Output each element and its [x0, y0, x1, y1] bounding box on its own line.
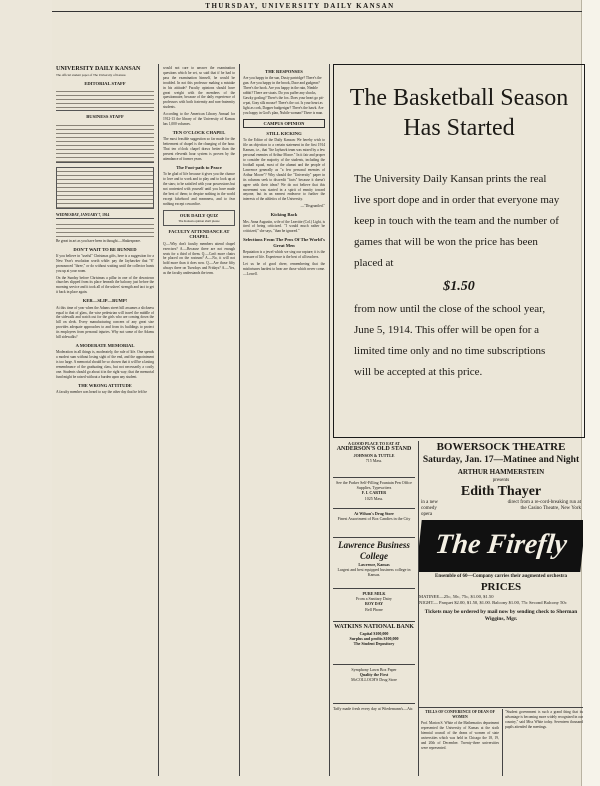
- theatre-ad: [419, 441, 583, 703]
- footpath-heading: The Foot-path to Peace: [176, 164, 222, 170]
- business-college-city: Lawrence, Kansas: [358, 562, 390, 567]
- masthead: THURSDAY, UNIVERSITY DAILY KANSAN: [205, 2, 395, 10]
- responses-heading: THE RESPONSES: [265, 69, 303, 74]
- theatre-star: Edith Thayer: [460, 484, 542, 499]
- responses-poem: Are you happy in the sun, Dusty partridge? There's the gun. Are you happy in the brook, Dace and gudgeon? There's the hook. Are you happy in the rain, Nimble rabbit? There are stoats. Do you puffer any shocks, Gawky gosling? There's the fox. Does your heart go pit-a-pat, Gray silk mouse? There's the cat. Is your heart as light as cork, Dapper budgerigar? There's the hawk. Are you happy in God's plan, Nubile woman? There is man.: [243, 76, 324, 115]
- kicking-back-text: Mrs. Anna Augustin, wife of the Leavitte (Col.) Light, is tired of being criticized. "I would much rather be criticized," she says, "than be ignored.": [243, 219, 325, 234]
- paper-ad: [333, 667, 415, 704]
- bank-ad: [333, 624, 415, 665]
- bank-surplus: Surplus and profits $100,000: [349, 636, 399, 642]
- moderate-memorial-text: Moderation in all things is, moderately, the rule of life. One spends a modest sum without losing sight of the end, and the appointment is too large. A memorial should be so chosen that it will be a lasting remembrance of the graduating class, but not necessarily a costly one. Students should go about it in the right way; that the memorial fund might be raised without a burden upon any student.: [56, 350, 154, 379]
- theatre-direct: direct from a re-cord-breaking run at the Casino Theatre, New York: [507, 500, 581, 511]
- place-to-eat-line-3: JOHNSON & TUTTLE: [353, 453, 395, 459]
- theatre-matinee-prices: MATINEE—25c, 50c, 75c, $1.00, $1.50: [419, 594, 494, 599]
- dont-be-bunned-text: If you believe in "useful" Christmas gifts, here is a suggestion for a New Year's resolution worth while: pay the Jayhawker that "6" pronounced "three," or do without waiting until the collector hunts you up at your room.: [56, 253, 154, 273]
- campus-opinion-heading: CAMPUS OPINION: [263, 120, 305, 126]
- page-left-margin: [0, 0, 52, 786]
- column-3: [243, 66, 325, 778]
- milk-line-1: PURE MILK: [362, 591, 386, 596]
- selections-heading: Selections From The Pros Of The World's Great Men: [243, 237, 325, 248]
- moderate-memorial-heading: A MODERATE MEMORIAL: [75, 342, 135, 348]
- column-divider: [329, 64, 330, 776]
- theatre-date: Saturday, Jan. 17—Matinee and Night: [422, 455, 580, 465]
- bank-capital: Capital $100,000: [359, 631, 389, 636]
- professor-text: would not care to answer the examination questions which he set, so said that if he had to pass the examination himself, he would be troubled. In not this professor making a mistake in his attitude? Faculty opinions should have great weight with the members of the questionnaire, because of the daily experience of professors with both fraternity and non-fraternity students.: [163, 66, 235, 110]
- place-to-eat-ad: [333, 441, 415, 478]
- basketball-price: $1.50: [443, 279, 475, 294]
- daily-quiz-subtitle: The Kansan opinion shall please: [178, 218, 220, 223]
- dont-be-bunned-heading: DON'T WAIT TO BE BUNNED: [73, 246, 137, 252]
- library-text: According to the American Library Annual for 1912-13 the library of the University of Kansas has 1,000 volumes.: [163, 112, 235, 126]
- dean-conference-text: Prof. Marion S. White of the Mathematics department represented the University of Kansas at the sixth biennial council of the deans of women of state universities which was held in Chicago the 18, 19, and 20th of December. Twenty-three universities were represented.: [421, 721, 499, 750]
- daily-quiz-heading: OUR DAILY QUIZ: [179, 212, 219, 218]
- basketball-body-after: from now until the close of the school year, June 5, 1914. This offer will be open for a limited time only and no time subscriptions will be accepted at this price.: [354, 303, 546, 378]
- sunday-text: On the Sunday before Christmas a pillar in one of the downtown churches slipped from its place beneath the balcony just before the morning service and it took all of the ushers' strength and tact to get it back in place again.: [56, 275, 154, 295]
- drug-store-line-2: Finest Assortment of Box Candies in the City: [337, 516, 411, 522]
- basketball-title-line-1: The Basketball Season: [349, 85, 569, 111]
- paper-ad-line-2: Quality the First: [359, 672, 389, 678]
- selections-text: Reputation is a jewel which we sing our rapture; it is the treasure of life. Experience is the best of all teachers.: [243, 250, 325, 259]
- paper-ad-line-3: McCOLLOCH'S Drug Store: [351, 677, 397, 683]
- paper-name: UNIVERSITY DAILY KANSAN: [56, 66, 141, 72]
- show-title-logo: The Firefly: [419, 520, 583, 572]
- basketball-body: [334, 169, 584, 383]
- closing-text: Let us be of good cheer, remembering that the misfortunes hardest to bear are those which never come.—Lowell.: [243, 261, 325, 276]
- letter-signature: —"Disgruntled.": [300, 204, 325, 209]
- bank-depository: The Student Depository: [353, 641, 395, 647]
- theatre-presents: presents: [492, 478, 510, 483]
- taffy-ad: Taffy made fresh every day at Wiedemann's—Air.: [333, 706, 414, 711]
- column-divider: [158, 64, 159, 776]
- footpath-text: To be glad of life because it gives you the chance to love and to work and to play and to look up at the stars; to be satisfied with your possessions but not contented with yourself until you have made the best of them; to despise nothing in the world except falsehood and meanness, and to fear nothing except cowardice.: [163, 172, 235, 206]
- student-government-article: [505, 710, 583, 778]
- kicking-back-heading: Kicking Back: [270, 212, 298, 218]
- wrong-attitude-heading: THE WRONG ATTITUDE: [78, 382, 132, 388]
- theatre-tickets: Tickets may be ordered by mail now by sending check to Sherman Wiggins, Mgr.: [424, 609, 578, 622]
- paper-ad-line-1: Symphony Lawn Box Paper: [351, 667, 397, 672]
- drug-store-ad: [333, 511, 415, 538]
- theatre-in-a-new: in a new: [421, 500, 438, 505]
- quote: Be great in art as you have been in thought.—Shakespeare.: [56, 238, 141, 243]
- column-divider: [239, 64, 240, 776]
- news-editor-list: [56, 221, 154, 239]
- pen-ad-name: F. I. CARTER: [361, 490, 387, 496]
- place-to-eat-line-2: ANDERSON'S OLD STAND: [336, 446, 412, 453]
- faculty-attendance-heading: FACULTY ATTENDANCE AT CHAPEL: [168, 228, 230, 240]
- pen-ad-text: See the Parker Self-Filling Fountain Pen Office Supplies, Typewriters: [336, 480, 412, 491]
- kerslip-text: At this time of year when the Adams street hill assumes a slickness equal to that of glass, the wise pedestrian will travel the middle of the sidewalk and watch out for the girls who are coming down the hill on sleds. Every manufacturing concern of any great size provides adequate approaches to and from its buildings to protect its employees from personal injuries. Why not some of the Adams hill sidewalks?: [56, 305, 154, 340]
- basketball-title-line-2: Has Started: [403, 115, 515, 141]
- theatre-presenter: ARTHUR HAMMERSTEIN: [457, 468, 545, 476]
- place-to-eat-line-1: A GOOD PLACE TO EAT AT: [348, 441, 400, 446]
- place-to-eat-line-4: 715 Mass.: [365, 458, 383, 464]
- basketball-body-before: The University Daily Kansan prints the real live sport dope and in order that everyone may keep in touch with the team and the number of games that will be won the price has been placed at: [354, 173, 560, 269]
- basketball-ad: [333, 64, 585, 438]
- milk-ad: [333, 591, 415, 622]
- ten-oclock-heading: TEN O'CLOCK CHAPEL: [172, 129, 226, 135]
- column-1: [56, 66, 154, 778]
- pen-ad-address: 1025 Mass.: [364, 495, 384, 501]
- business-staff-list: [56, 122, 154, 163]
- theatre-name: BOWERSOCK THEATRE: [436, 441, 566, 453]
- date-line: WEDNESDAY, JANUARY 7, 1914: [56, 213, 154, 219]
- wrong-attitude-text: A faculty member was heard to say the other day that he felt he: [56, 390, 147, 395]
- column-divider: [502, 709, 503, 776]
- masthead-rule: [52, 11, 582, 12]
- still-kicking-heading: STILL KICKING: [266, 131, 302, 137]
- pen-ad: [333, 480, 415, 509]
- column-2: [163, 66, 235, 778]
- faculty-attendance-text: Q.—Why don't faculty members attend chapel exercises? A.—Because there are not enough seats for a third of them. Q.—Can't more chairs be placed on the rostrum? A.—No, it will not hold more than it does now. Q.—Are those fifty always there on Tuesdays and Fridays? A.—Yes, as the faculty understands the term.: [163, 241, 235, 276]
- still-kicking-text: To the Editor of the Daily Kansan: We hereby wish to file an objection to a certain statement in the first 1914 Kansan, i.e., that "the Jayhawk team was mixed by a few personal enemies of Arthur Moore." In it fair and proper to consider the majority of the students, including the football squad, most of the alumni and the people of Lawrence generally as "a few personal enemies of Arthur Moore"? Why should the "University" paper in its columns seek to discredit "facts" because it doesn't agree with their ideas? We do not believe that this movement was started in a spirit of enmity toward anyone, but in an earnest endeavor to further the interests of the athletics of the University.: [243, 138, 325, 202]
- milk-line-4: Bell Phone: [365, 606, 383, 612]
- bank-name: WATKINS NATIONAL BANK: [334, 624, 414, 630]
- business-college-name: Lawrence Business College: [338, 540, 410, 561]
- dean-conference-heading: TELLS OF CONFERENCE OF DEAN OF WOMEN: [425, 710, 495, 719]
- theatre-opera: opera: [421, 512, 433, 517]
- business-college-ad: [333, 540, 415, 589]
- subscription-notice: [56, 167, 154, 209]
- student-government-text: "Student government is such a grand thing that its advantage is becoming more widely recognized in our country," said Miss White today. Seventeen thousand pupils attended the meetings.: [505, 710, 583, 729]
- dean-conference-article: [421, 710, 499, 778]
- business-college-text: Largest and best equipped business college in Kansas.: [337, 567, 411, 578]
- kerslip-heading: KER—SLIP—BUMP!: [82, 298, 128, 304]
- business-staff-heading: BUSINESS STAFF: [86, 114, 124, 120]
- drug-store-line-1: At Wilson's Drug Store: [354, 511, 394, 516]
- section-rule: [419, 707, 583, 708]
- theatre-ensemble: Ensemble of 60—Company carries their augmented orchestra: [434, 574, 568, 579]
- editorial-staff-list: [56, 88, 154, 111]
- paper-subtitle: The official student paper of The University of Kansas: [56, 73, 126, 77]
- milk-line-3: ROY DAY: [364, 601, 384, 607]
- theatre-comedy: comedy: [421, 506, 437, 511]
- theatre-prices-heading: PRICES: [480, 581, 522, 593]
- milk-line-2: From a Sanitary Dairy: [356, 596, 392, 602]
- ten-oclock-text: The most feasible suggestion so far made for the betterment of chapel is the changing of the hour. That ten o'clock chapel draws better than the present eleventh hour system is proven by the attendance of former years.: [163, 137, 235, 161]
- theatre-night-prices: NIGHT— Parquet $2.00, $1.50, $1.00. Balcony $1.00, 75c Second Balcony 50c: [419, 600, 567, 605]
- editorial-staff-heading: EDITORIAL STAFF: [84, 80, 126, 86]
